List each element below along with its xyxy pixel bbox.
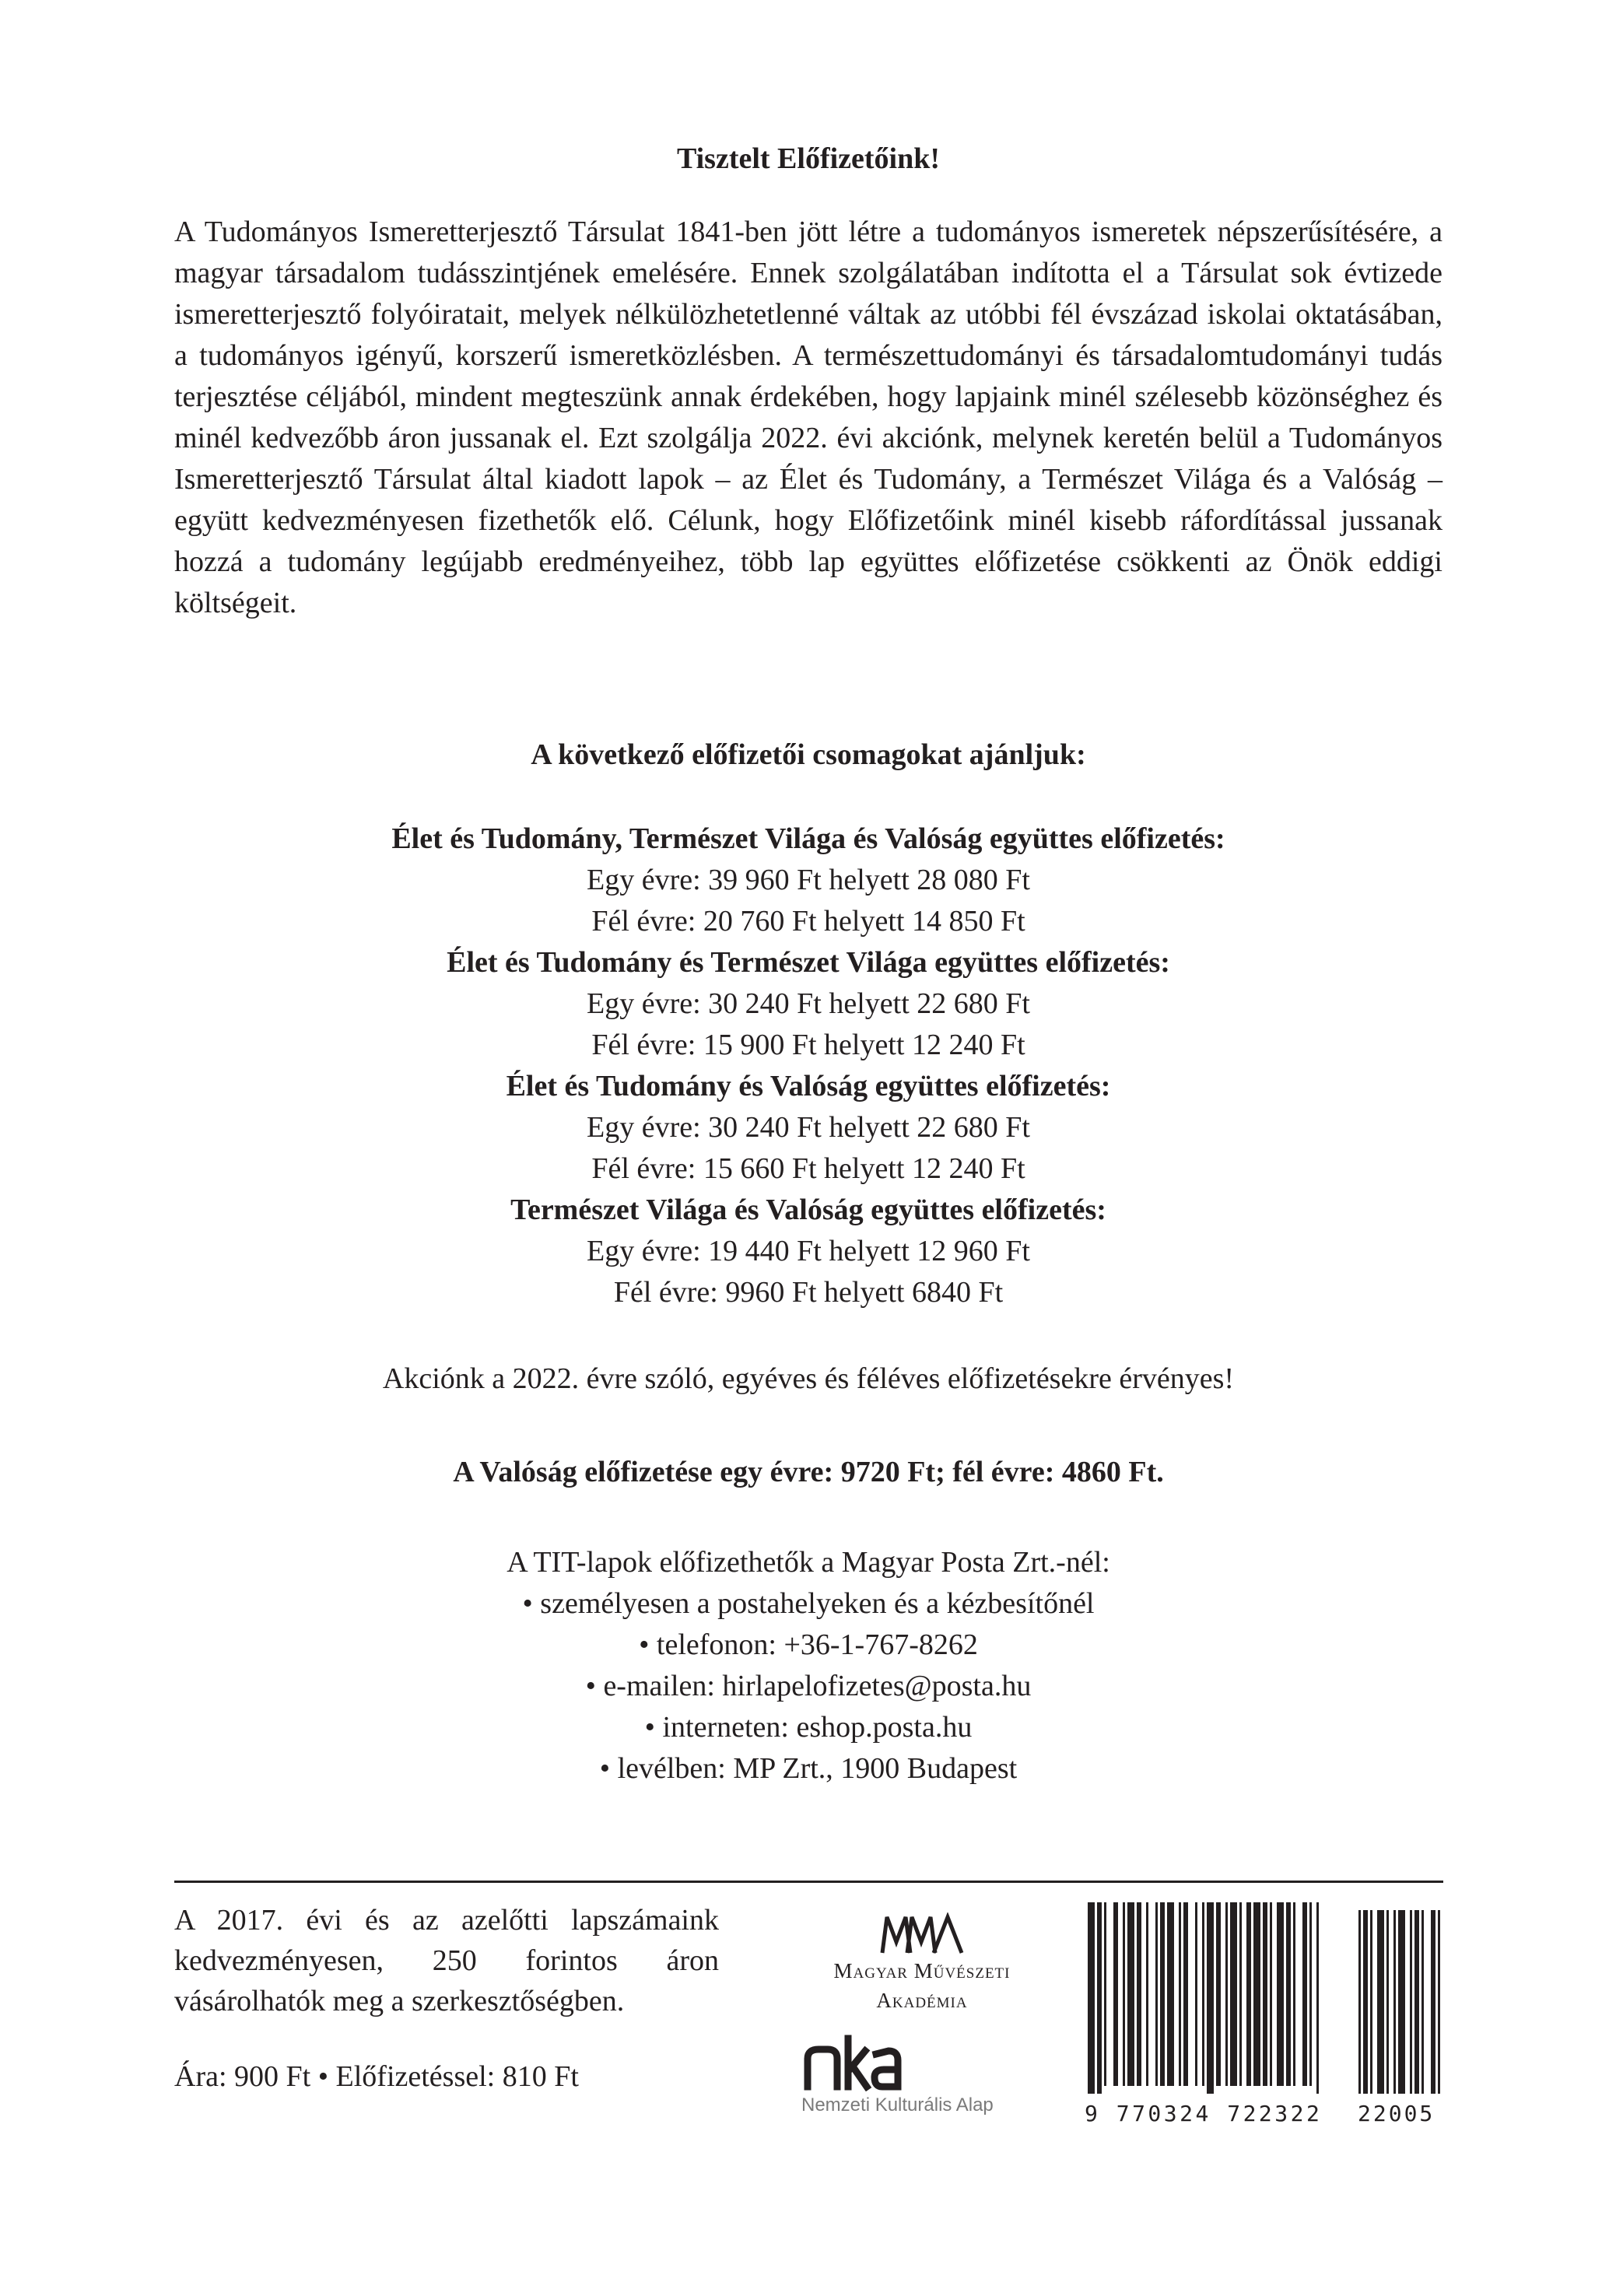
offers-heading: A következő előfizetői csomagokat ajánljuk: (531, 738, 1086, 771)
barcode-bar (1225, 1902, 1228, 2086)
contact-item-phone: • telefonon: +36-1-767-8262 (639, 1628, 978, 1661)
mma-logo-block (805, 1912, 1039, 2015)
barcode-addon-bar (1414, 1910, 1419, 2094)
barcode-addon-bar (1410, 1910, 1412, 2094)
valosag-subscription-price: A Valóság előfizetése egy évre: 9720 Ft; fél évre: 4860 Ft. (453, 1456, 1164, 1488)
footer-divider (174, 1881, 1443, 1883)
package-title: Élet és Tudomány, Természet Világa és Valóság együttes előfizetés: (391, 822, 1225, 855)
barcode-addon-bar (1431, 1910, 1435, 2094)
barcode-bar (1253, 1902, 1260, 2086)
package-title: Természet Világa és Valóság együttes előfizetés: (510, 1194, 1106, 1226)
package-title: Élet és Tudomány és Valóság együttes előfizetés: (506, 1070, 1111, 1102)
barcode-bar (1123, 1902, 1125, 2086)
barcode-bar (1270, 1902, 1272, 2086)
barcode-bar (1286, 1902, 1291, 2086)
package-year-price: Egy évre: 30 240 Ft helyett 22 680 Ft (587, 987, 1030, 1020)
barcode-bar (1160, 1902, 1165, 2086)
barcode-bar (1309, 1902, 1312, 2086)
barcode-addon-bar (1377, 1910, 1384, 2094)
barcode-bar (1088, 1902, 1095, 2094)
contact-heading: A TIT-lapok előfizethetők a Magyar Posta Zrt.-nél: (507, 1546, 1110, 1579)
package-title: Élet és Tudomány és Természet Világa együttes előfizetés: (447, 946, 1170, 979)
barcode-bar (1316, 1902, 1319, 2094)
contact-item-email: • e-mailen: hirlapelofizetes@posta.hu (585, 1670, 1032, 1702)
barcode-bar (1216, 1902, 1221, 2086)
contact-item-in-person: • személyesen a postahelyeken és a kézbesítőnél (522, 1587, 1095, 1620)
barcode-bar (1137, 1902, 1141, 2086)
nka-logo-icon (801, 2032, 903, 2091)
barcode-addon-bar (1363, 1910, 1368, 2094)
barcode-bar (1293, 1902, 1295, 2086)
barcode-main-digits: 9 770324 722322 (1085, 2101, 1323, 2126)
barcode-addon-digits: 22005 (1358, 2101, 1435, 2126)
barcode-bar (1207, 1902, 1214, 2094)
greeting-heading: Tisztelt Előfizetőink! (676, 142, 941, 175)
barcode-addon-bar (1438, 1910, 1440, 2094)
barcode-bar (1277, 1902, 1284, 2086)
package-half-year-price: Fél évre: 20 760 Ft helyett 14 850 Ft (591, 905, 1025, 938)
barcode-bar (1239, 1902, 1242, 2086)
contact-item-web: • interneten: eshop.posta.hu (644, 1711, 973, 1744)
intro-paragraph: A Tudományos Ismeretterjesztő Társulat 1841-ben jött létre a tudományos ismeretek népszerűsítésére, a magyar társadalom tudásszintjének emelésére. Ennek szolgálatában indította el a Társulat sok évtizede ismeretterjesztő folyóiratait, melyek nélkülözhetetlenné váltak az utóbbi fél évszázad iskolai oktatásában, a tudományos igényű, korszerű ismeretközlésben. A természettudományi és társadalomtudományi tudás terjesztése céljából, mindent megteszünk annak érdekében, hogy lapjaink minél szélesebb közönséghez és minél kedvezőbb áron jussanak el. Ezt szolgálja 2022. évi akciónk, melynek keretén belül a Tudományos Ismeretterjesztő Társulat által kiadott lapok – az Élet és Tudomány, a Természet Világa és a Valóság – együtt kedvezményesen fizethetők elő. Célunk, hogy Előfizetőink minél kisebb ráfordítással jussanak hozzá a tudomány legújabb eredményeihez, több lap együttes előfizetése csökkenti az Önök eddigi költségeit. (174, 216, 1442, 619)
barcode-addon-bar (1370, 1910, 1372, 2094)
barcode-bar (1155, 1902, 1158, 2086)
barcode-bar (1263, 1902, 1267, 2086)
nka-logo-block (801, 2032, 1058, 2115)
barcode-bar (1104, 1902, 1106, 2086)
barcode-bar (1127, 1902, 1134, 2086)
barcode-bar (1230, 1902, 1237, 2086)
barcode-addon-bar (1386, 1910, 1389, 2094)
barcode-addon-bar (1421, 1910, 1424, 2094)
barcode-addon-bar (1358, 1910, 1361, 2094)
package-year-price: Egy évre: 30 240 Ft helyett 22 680 Ft (587, 1111, 1030, 1144)
barcode-bar (1246, 1902, 1251, 2086)
mma-name-line1: Magyar Művészeti (833, 1959, 1011, 1982)
barcode-bar (1183, 1902, 1188, 2086)
subscription-contact-list (174, 1542, 1442, 1789)
back-issues-note: A 2017. évi és az azelőtti lapszámaink kedvezményesen, 250 forintos áron vásárolhatók meg a szerkesztőségben. (174, 1904, 719, 2017)
barcode-addon-bar (1393, 1910, 1396, 2094)
nka-name: Nemzeti Kulturális Alap (801, 2094, 994, 2115)
package-year-price: Egy évre: 19 440 Ft helyett 12 960 Ft (587, 1235, 1030, 1267)
package-half-year-price: Fél évre: 9960 Ft helyett 6840 Ft (613, 1276, 1004, 1309)
barcode-bar (1167, 1902, 1174, 2086)
mma-name-line2: Akadémia (876, 1989, 968, 2012)
barcode-bar (1195, 1902, 1197, 2086)
barcode-bar (1146, 1902, 1148, 2086)
package-half-year-price: Fél évre: 15 900 Ft helyett 12 240 Ft (591, 1029, 1025, 1061)
package-year-price: Egy évre: 39 960 Ft helyett 28 080 Ft (587, 864, 1030, 896)
cover-price: Ára: 900 Ft • Előfizetéssel: 810 Ft (174, 2060, 579, 2093)
barcode-bar (1097, 1902, 1102, 2094)
barcode-bar (1302, 1902, 1307, 2086)
barcode-bar (1179, 1902, 1181, 2086)
barcode-bar (1202, 1902, 1204, 2086)
offer-validity-note: Akciónk a 2022. évre szóló, egyéves és féléves előfizetésekre érvényes! (382, 1362, 1235, 1395)
contact-item-mail: • levélben: MP Zrt., 1900 Budapest (599, 1752, 1018, 1785)
barcode-bar (1113, 1902, 1118, 2086)
mma-logo-icon (879, 1912, 965, 1956)
subscription-packages (174, 818, 1442, 1313)
issn-barcode (1085, 1902, 1444, 2097)
barcode-addon-bar (1398, 1910, 1405, 2094)
package-half-year-price: Fél évre: 15 660 Ft helyett 12 240 Ft (591, 1152, 1025, 1185)
